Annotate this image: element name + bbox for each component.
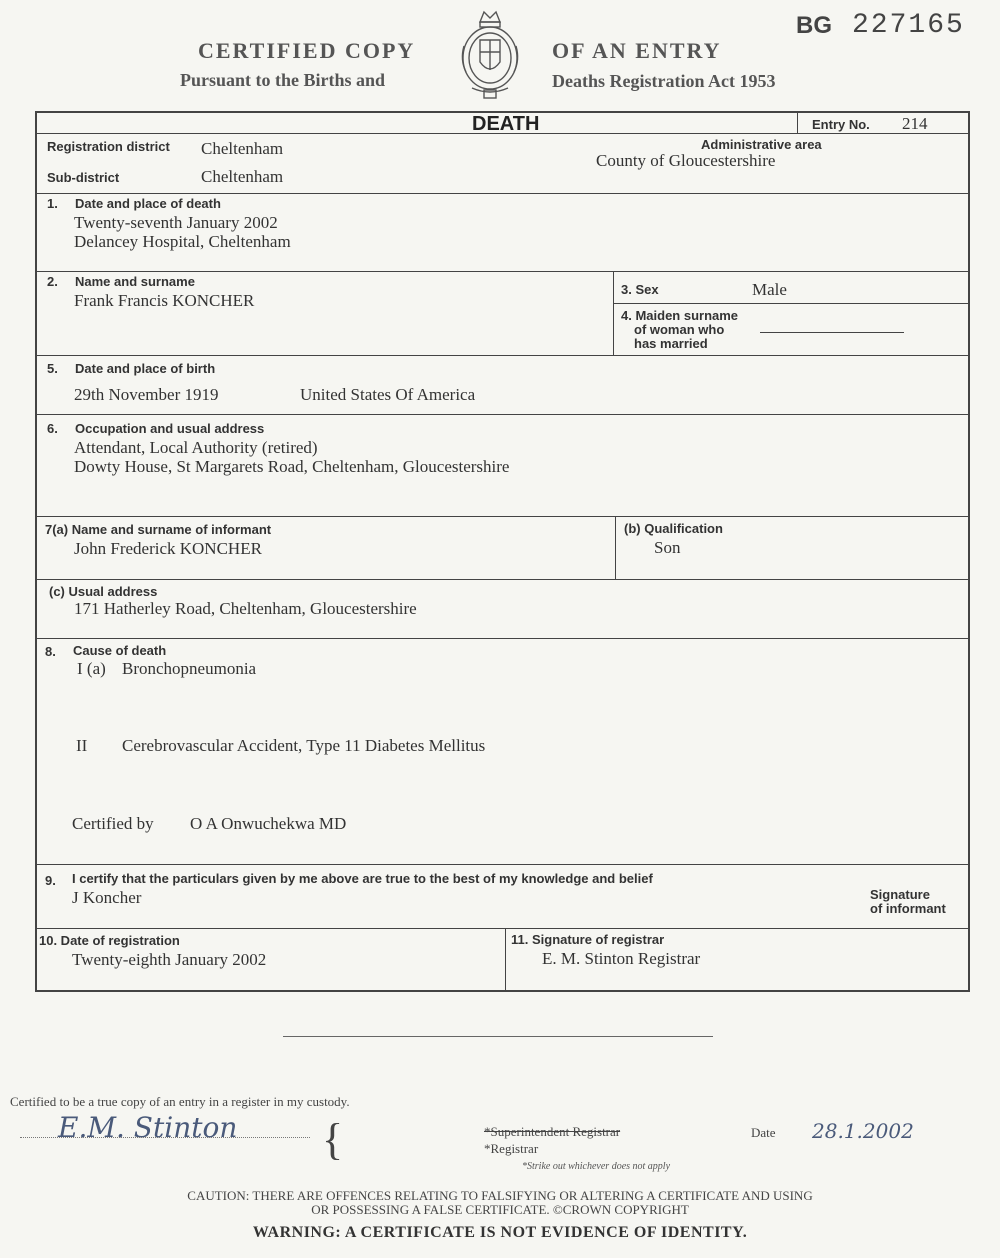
death-place-value: Delancey Hospital, Cheltenham	[74, 232, 291, 251]
signature-of-informant-label-line2: of informant	[870, 901, 946, 916]
divider	[36, 271, 970, 272]
strike-out-note: *Strike out whichever does not apply	[522, 1161, 671, 1172]
birth-place-value: United States Of America	[300, 385, 476, 404]
signature-dotted-line	[20, 1137, 310, 1138]
caution-line-1: CAUTION: THERE ARE OFFENCES RELATING TO FALSIFYING OR ALTERING A CERTIFICATE AND USING	[187, 1188, 813, 1203]
cause-i-value: Bronchopneumonia	[122, 659, 257, 678]
footer-date-handwritten: 28.1.2002	[812, 1119, 914, 1143]
divider	[614, 303, 970, 304]
divider	[36, 638, 970, 639]
divider	[36, 864, 970, 865]
death-date-value: Twenty-seventh January 2002	[74, 213, 278, 232]
form-type-heading: DEATH	[472, 113, 540, 135]
field-2-label: Name and surname	[75, 274, 195, 289]
registration-district-label: Registration district	[47, 139, 170, 154]
entry-no-label: Entry No.	[812, 117, 870, 132]
admin-area-value: County of Gloucestershire	[596, 151, 776, 170]
divider	[36, 355, 970, 356]
royal-coat-of-arms-icon	[458, 6, 522, 100]
certified-by-label: Certified by	[72, 814, 154, 833]
field-7b-label: (b) Qualification	[624, 521, 723, 536]
brace-glyph: {	[322, 1115, 344, 1164]
footer-rule	[283, 1036, 713, 1037]
informant-name-value: John Frederick KONCHER	[74, 539, 262, 558]
occupation-value: Attendant, Local Authority (retired)	[74, 438, 318, 457]
field-11-label: 11. Signature of registrar	[511, 932, 665, 947]
deceased-name-value: Frank Francis KONCHER	[74, 291, 255, 310]
identity-warning: WARNING: A CERTIFICATE IS NOT EVIDENCE OF IDENTITY.	[252, 1224, 748, 1241]
field-5-label: Date and place of birth	[75, 361, 216, 376]
field-10-label: 10. Date of registration	[39, 933, 180, 948]
field-7c-label: (c) Usual address	[49, 584, 158, 599]
divider	[36, 516, 970, 517]
registration-date-value: Twenty-eighth January 2002	[72, 950, 267, 969]
qualification-value: Son	[654, 538, 681, 557]
registrar-option: *Registrar	[484, 1141, 539, 1156]
divider	[505, 929, 506, 991]
field-4-label-line3: has married	[634, 336, 708, 351]
field-8-number: 8.	[45, 644, 56, 659]
sex-value: Male	[752, 280, 787, 299]
field-6-label: Occupation and usual address	[75, 421, 265, 436]
field-2-number: 2.	[47, 274, 58, 289]
title-right: OF AN ENTRY	[552, 38, 722, 63]
field-7a-label: 7(a) Name and surname of informant	[45, 522, 272, 537]
registrar-handwritten-signature: E.M. Stinton	[58, 1111, 238, 1144]
divider	[797, 112, 798, 133]
serial-prefix: BG	[796, 12, 832, 39]
field-4-label-line1: 4. Maiden surname	[621, 308, 739, 323]
divider	[36, 414, 970, 415]
cause-i-prefix: I (a)	[77, 659, 106, 678]
field-1-number: 1.	[47, 196, 58, 211]
birth-date-value: 29th November 1919	[74, 385, 219, 404]
field-9-number: 9.	[45, 873, 56, 888]
field-5-number: 5.	[47, 361, 58, 376]
superintendent-registrar-option: *Superintendent Registrar	[484, 1124, 621, 1139]
divider	[36, 193, 970, 194]
registration-district-value: Cheltenham	[201, 139, 284, 158]
divider	[613, 272, 614, 355]
footer-date-label: Date	[751, 1125, 776, 1140]
registrar-signature-value: E. M. Stinton Registrar	[542, 949, 701, 968]
cause-ii-prefix: II	[76, 736, 88, 755]
field-6-number: 6.	[47, 421, 58, 436]
certified-true-copy-text: Certified to be a true copy of an entry in a register in my custody.	[10, 1094, 350, 1109]
field-4-label-line2: of woman who	[634, 322, 725, 337]
field-3-label: 3. Sex	[621, 282, 659, 297]
serial-number: 227165	[852, 10, 965, 41]
subtitle-right: Deaths Registration Act 1953	[552, 71, 776, 91]
caution-line-2: OR POSSESSING A FALSE CERTIFICATE. ©CROWN COPYRIGHT	[311, 1202, 689, 1217]
field-9-label: I certify that the particulars given by me above are true to the best of my knowledge and belief	[72, 871, 653, 886]
subtitle-left: Pursuant to the Births and	[180, 70, 386, 90]
divider	[36, 928, 970, 929]
cause-ii-value: Cerebrovascular Accident, Type 11 Diabetes Mellitus	[122, 736, 486, 755]
divider	[36, 579, 970, 580]
usual-address-value: Dowty House, St Margarets Road, Cheltenham, Gloucestershire	[74, 457, 510, 476]
subdistrict-label: Sub-district	[47, 170, 120, 185]
entry-no-value: 214	[902, 114, 928, 133]
field-8-label: Cause of death	[73, 643, 167, 658]
admin-area-label: Administrative area	[701, 137, 822, 152]
signature-of-informant-label-line1: Signature	[870, 887, 930, 902]
certified-by-value: O A Onwuchekwa MD	[190, 814, 347, 833]
maiden-surname-blank-line	[760, 332, 904, 333]
field-1-label: Date and place of death	[75, 196, 221, 211]
informant-address-value: 171 Hatherley Road, Cheltenham, Gloucestershire	[74, 599, 417, 618]
subdistrict-value: Cheltenham	[201, 167, 284, 186]
informant-signature-value: J Koncher	[72, 888, 142, 907]
title-left: CERTIFIED COPY	[198, 38, 416, 63]
divider	[615, 517, 616, 579]
